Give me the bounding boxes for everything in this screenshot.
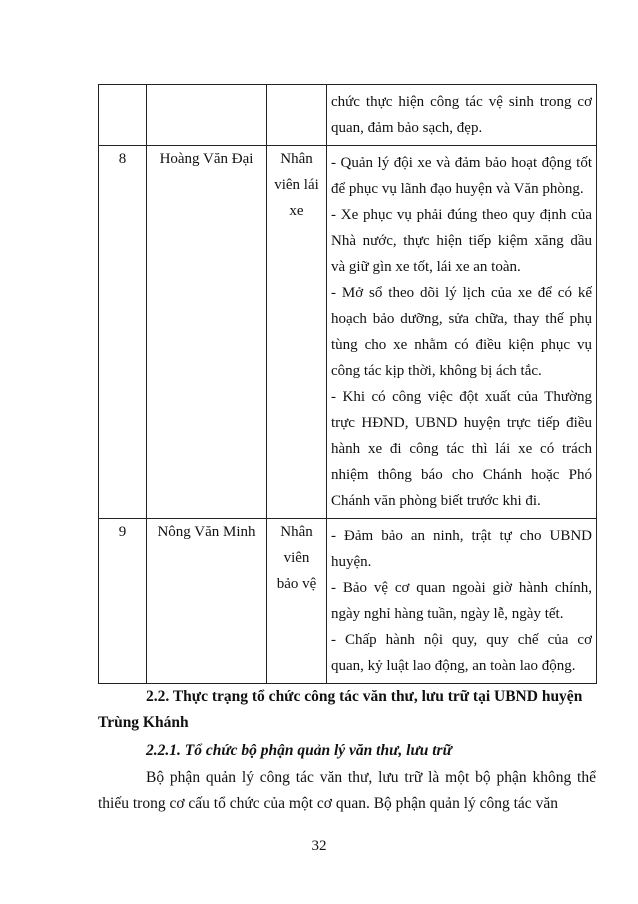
page-number: 32 bbox=[311, 838, 327, 854]
duty-line: ngày nghỉ hàng tuần, ngày lễ, ngày tết. bbox=[331, 606, 564, 622]
duty-line: hành xe đi công tác thì lái xe có trách bbox=[331, 441, 592, 457]
staff-duty-table bbox=[98, 84, 597, 684]
staff-role-cell bbox=[267, 146, 327, 519]
duty-line: và giữ gìn xe tốt, lái xe an toàn. bbox=[331, 259, 521, 275]
duty-line: - Mở sổ theo dõi lý lịch của xe để có kế bbox=[331, 285, 592, 301]
staff-name-cell: Nông Văn Minh bbox=[147, 519, 267, 684]
staff-duty-cell bbox=[327, 519, 597, 684]
table-row bbox=[99, 519, 597, 684]
staff-role-cell bbox=[267, 519, 327, 684]
duty-line: - Đảm bảo an ninh, trật tự cho UBND bbox=[331, 528, 592, 544]
duty-line: Nhà nước, thực hiện tiếp kiệm xăng dầu bbox=[331, 233, 592, 249]
duty-line: nhiệm thông báo cho Chánh hoặc Phó bbox=[331, 467, 592, 483]
duty-line: - Xe phục vụ phải đúng theo quy định của bbox=[331, 207, 592, 223]
staff-duty-cell bbox=[327, 146, 597, 519]
section-heading: 2.2. Thực trạng tổ chức công tác văn thư, lưu trữ tại UBND huyện Trùng Khánh bbox=[98, 688, 583, 731]
duty-line: để phục vụ lãnh đạo huyện và Văn phòng. bbox=[331, 181, 584, 197]
body-paragraph bbox=[98, 765, 596, 817]
subsection-heading: 2.2.1. Tổ chức bộ phận quản lý văn thư, lưu trữ bbox=[146, 742, 452, 759]
duty-line: quan, đảm bảo sạch, đẹp. bbox=[331, 120, 483, 136]
duty-line: công tác kịp thời, không bị ách tắc. bbox=[331, 363, 542, 379]
role-line: xe bbox=[289, 203, 304, 219]
role-line: viên bbox=[283, 550, 310, 566]
duty-line: trực HĐND, UBND huyện trực tiếp điều bbox=[331, 415, 592, 431]
staff-role-cell bbox=[267, 85, 327, 146]
duty-line: - Chấp hành nội quy, quy chế của cơ bbox=[331, 632, 592, 648]
staff-name-cell bbox=[147, 85, 267, 146]
role-line: viên lái bbox=[274, 177, 319, 193]
duty-line: quan, kỷ luật lao động, an toàn lao động. bbox=[331, 658, 576, 674]
duty-line: - Quản lý đội xe và đảm bảo hoạt động tốt bbox=[331, 155, 592, 171]
table-row bbox=[99, 146, 597, 519]
duty-line: tùng cho xe nhằm có điều kiện phục vụ bbox=[331, 337, 592, 353]
paragraph-line: thiếu trong cơ cấu tổ chức của một cơ quan. Bộ phận quản lý công tác văn bbox=[98, 795, 558, 812]
duty-line: hoạch bảo dưỡng, sửa chữa, thay thế phụ bbox=[331, 311, 592, 327]
role-line: Nhân bbox=[280, 524, 313, 540]
table-row bbox=[99, 85, 597, 146]
duty-line: - Khi có công việc đột xuất của Thường bbox=[331, 389, 592, 405]
staff-name-cell: Hoàng Văn Đại bbox=[147, 146, 267, 519]
role-line: Nhân bbox=[280, 151, 313, 167]
role-line: bảo vệ bbox=[276, 576, 317, 592]
duty-line: - Bảo vệ cơ quan ngoài giờ hành chính, bbox=[331, 580, 592, 596]
paragraph-line: Bộ phận quản lý công tác văn thư, lưu trữ là một bộ phận không thể bbox=[146, 769, 596, 786]
row-number-cell: 8 bbox=[99, 146, 147, 519]
duty-line: huyện. bbox=[331, 554, 372, 570]
duty-line: Chánh văn phòng biết trước khi đi. bbox=[331, 493, 541, 509]
staff-duty-table-body bbox=[99, 85, 597, 684]
duty-line: chức thực hiện công tác vệ sinh trong cơ bbox=[331, 94, 592, 110]
row-number-cell bbox=[99, 85, 147, 146]
row-number-cell: 9 bbox=[99, 519, 147, 684]
staff-duty-cell bbox=[327, 85, 597, 146]
